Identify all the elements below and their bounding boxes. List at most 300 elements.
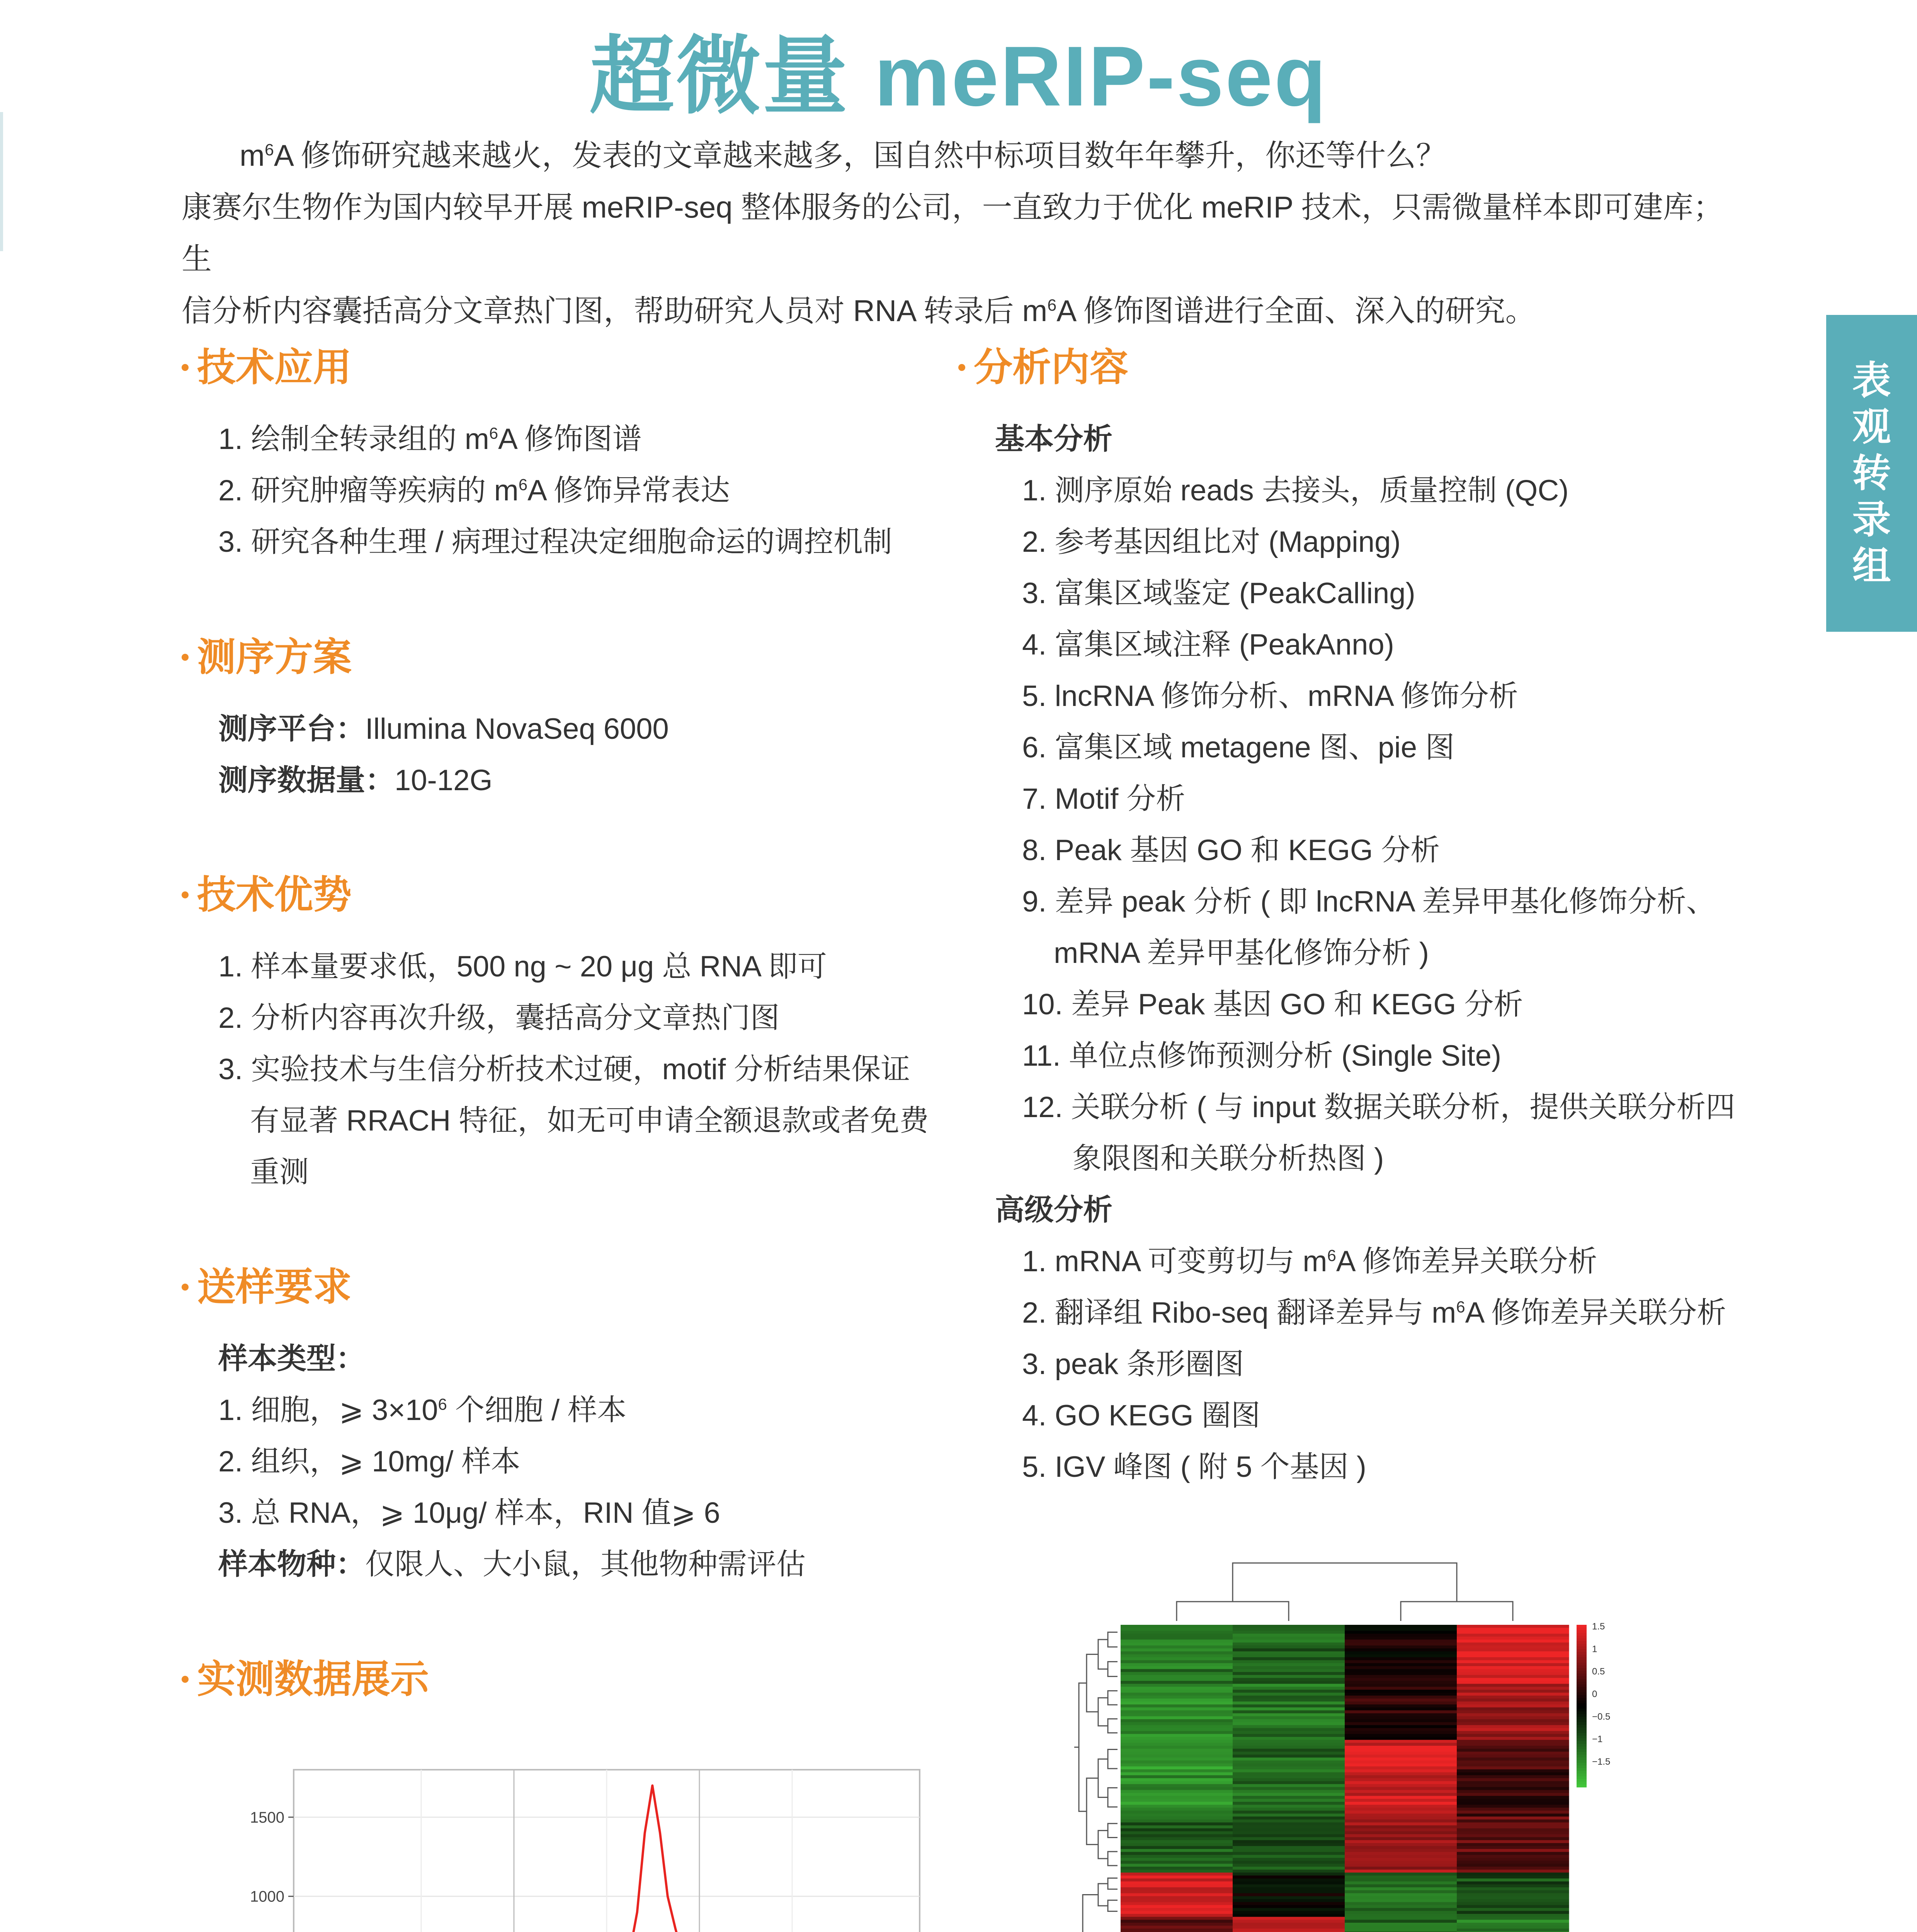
heatmap-cell <box>1457 1625 1569 1628</box>
heatmap-cell <box>1121 1834 1233 1837</box>
heatmap-cell <box>1345 1758 1457 1761</box>
heatmap-cell <box>1233 1828 1345 1832</box>
heatmap-cell <box>1457 1731 1569 1734</box>
heatmap-cell <box>1457 1678 1569 1681</box>
heatmap-cell <box>1121 1870 1233 1873</box>
heatmap-cell <box>1457 1719 1569 1722</box>
heatmap-cell <box>1121 1872 1233 1876</box>
heatmap-cell <box>1457 1701 1569 1704</box>
heatmap-cell <box>1121 1828 1233 1832</box>
heatmap-cell <box>1233 1852 1345 1855</box>
heatmap-cell <box>1121 1760 1233 1764</box>
heatmap-cell <box>1121 1628 1233 1631</box>
heatmap-cell <box>1121 1731 1233 1734</box>
heatmap-cell <box>1233 1672 1345 1675</box>
heatmap-cell <box>1345 1902 1457 1905</box>
heatmap-cell <box>1345 1645 1457 1648</box>
heatmap-cell <box>1121 1740 1233 1743</box>
heatmap-cell <box>1121 1808 1233 1811</box>
heatmap-colorbar-swatch <box>1577 1655 1587 1658</box>
heatmap-colorbar-tick-label: 1.5 <box>1592 1621 1605 1632</box>
list-item: 4. GO KEGG 圈图 <box>1022 1399 1260 1432</box>
heatmap-cell <box>1345 1784 1457 1787</box>
heatmap-cell <box>1457 1917 1569 1920</box>
heatmap-colorbar-swatch <box>1577 1741 1587 1744</box>
heatmap-cell <box>1233 1769 1345 1772</box>
heatmap-cell <box>1345 1675 1457 1678</box>
heatmap-cell <box>1345 1734 1457 1737</box>
heatmap-cell <box>1121 1820 1233 1823</box>
heatmap-dendrogram-branch <box>1108 1662 1118 1676</box>
heatmap-dendrogram-branch <box>1108 1691 1118 1705</box>
heatmap-colorbar-swatch <box>1577 1698 1587 1701</box>
heatmap-colorbar-swatch <box>1577 1633 1587 1636</box>
heatmap-cell <box>1457 1893 1569 1896</box>
analysis-list <box>995 413 1735 1493</box>
heatmap-cell <box>1121 1790 1233 1793</box>
heatmap-cell <box>1457 1816 1569 1820</box>
heatmap-cell <box>1345 1914 1457 1917</box>
heatmap-cell <box>1345 1651 1457 1655</box>
heatmap-cell <box>1233 1902 1345 1905</box>
heatmap-cell <box>1121 1634 1233 1637</box>
heatmap-cell <box>1233 1861 1345 1864</box>
heatmap-colorbar-swatch <box>1577 1682 1587 1685</box>
heatmap-colorbar-swatch <box>1577 1657 1587 1660</box>
heatmap-cell <box>1121 1784 1233 1787</box>
heatmap-cell <box>1457 1778 1569 1781</box>
heatmap-cell <box>1345 1663 1457 1666</box>
heatmap-cell <box>1233 1681 1345 1684</box>
heatmap-cell <box>1345 1699 1457 1702</box>
heatmap-cell <box>1121 1802 1233 1805</box>
heatmap-cell <box>1233 1926 1345 1929</box>
heatmap-cell <box>1121 1849 1233 1852</box>
heatmap-cell <box>1121 1926 1233 1929</box>
heatmap-cell <box>1121 1725 1233 1728</box>
heatmap-cell <box>1457 1651 1569 1655</box>
heatmap-cell <box>1457 1908 1569 1911</box>
heatmap-cell <box>1345 1846 1457 1849</box>
heatmap-cell <box>1457 1690 1569 1693</box>
heatmap-cell <box>1345 1696 1457 1699</box>
heatmap-dendrogram-branch <box>1108 1632 1118 1647</box>
heatmap-cell <box>1457 1648 1569 1651</box>
heatmap-cell <box>1233 1822 1345 1825</box>
heatmap-cell <box>1121 1651 1233 1655</box>
list-item: 6. 富集区域 metagene 图、pie 图 <box>1022 731 1455 764</box>
heatmap-cell <box>1233 1663 1345 1666</box>
heatmap-cell <box>1457 1870 1569 1873</box>
heatmap-cell <box>1457 1905 1569 1908</box>
heatmap-cell <box>1121 1920 1233 1923</box>
heatmap-cell <box>1457 1772 1569 1776</box>
heatmap-colorbar-swatch <box>1577 1747 1587 1750</box>
heatmap-cell <box>1457 1843 1569 1846</box>
heatmap-cell <box>1457 1713 1569 1716</box>
heatmap-cell <box>1345 1781 1457 1784</box>
heatmap-cell <box>1233 1708 1345 1711</box>
heatmap-cell <box>1233 1884 1345 1888</box>
heatmap-cell <box>1233 1728 1345 1731</box>
heatmap-row-dendrogram <box>1074 1632 1118 1932</box>
heatmap-cell <box>1345 1749 1457 1752</box>
heatmap-cell <box>1233 1790 1345 1793</box>
heatmap-cell <box>1233 1787 1345 1790</box>
heatmap-colorbar-tick-label: −0.5 <box>1592 1711 1611 1722</box>
seq-plan-list <box>218 703 669 806</box>
heatmap-cell <box>1345 1816 1457 1820</box>
heatmap-cell <box>1121 1675 1233 1678</box>
heatmap-cell <box>1345 1684 1457 1687</box>
heatmap-dendrogram-branch <box>1098 1698 1108 1726</box>
heatmap-cell <box>1345 1746 1457 1749</box>
heatmap-colorbar-swatch <box>1577 1695 1587 1698</box>
tech-app-list <box>218 413 892 568</box>
heatmap-colorbar-swatch <box>1577 1768 1587 1771</box>
heatmap-cell <box>1457 1645 1569 1648</box>
heatmap-cell <box>1457 1755 1569 1758</box>
heatmap-cell <box>1345 1643 1457 1646</box>
heatmap-cell <box>1233 1920 1345 1923</box>
metagene-y-ticks <box>250 1809 294 1932</box>
basic-analysis-label: 基本分析 <box>995 423 1112 456</box>
heatmap-cell <box>1345 1799 1457 1802</box>
heatmap-cell <box>1457 1814 1569 1817</box>
heatmap-cell <box>1457 1666 1569 1669</box>
heatmap-cell <box>1233 1778 1345 1781</box>
heatmap-cell <box>1457 1696 1569 1699</box>
heatmap-cell <box>1457 1681 1569 1684</box>
heatmap-cell <box>1121 1737 1233 1740</box>
heatmap-cell <box>1121 1746 1233 1749</box>
heatmap-cell <box>1457 1790 1569 1793</box>
heatmap-cell <box>1457 1758 1569 1761</box>
heatmap-cell <box>1121 1914 1233 1917</box>
heatmap-cell <box>1121 1708 1233 1711</box>
heatmap-cell <box>1345 1805 1457 1808</box>
heatmap-cell <box>1233 1840 1345 1843</box>
heatmap-cell <box>1121 1884 1233 1888</box>
heatmap-cell <box>1121 1645 1233 1648</box>
heatmap-cell <box>1233 1669 1345 1672</box>
heatmap-cell <box>1345 1657 1457 1660</box>
heatmap-cell <box>1233 1914 1345 1917</box>
heatmap-cell <box>1345 1778 1457 1781</box>
heatmap-cell <box>1457 1728 1569 1731</box>
heatmap-cell <box>1233 1784 1345 1787</box>
heatmap-colorbar-tick-label: 0 <box>1592 1689 1597 1699</box>
heatmap-cell <box>1121 1905 1233 1908</box>
bullet-dot-icon <box>958 364 965 371</box>
heatmap-cell <box>1121 1878 1233 1881</box>
side-tab-char: 组 <box>1852 544 1891 588</box>
heatmap-cell <box>1457 1861 1569 1864</box>
heatmap-cell <box>1345 1681 1457 1684</box>
heatmap-cell <box>1121 1867 1233 1870</box>
heatmap-cell <box>1121 1902 1233 1905</box>
heatmap-cell <box>1457 1831 1569 1834</box>
heatmap-cell <box>1345 1867 1457 1870</box>
section-title-seq-plan: 测序方案 <box>182 626 352 682</box>
list-item: 2. 翻译组 Ribo-seq 翻译差异与 $m^6A$ 修饰差异关联分析 <box>1022 1296 1726 1329</box>
heatmap-cell <box>1121 1696 1233 1699</box>
heatmap-cell <box>1457 1716 1569 1719</box>
heatmap-colorbar-swatch <box>1577 1755 1587 1758</box>
heatmap-cell <box>1121 1722 1233 1725</box>
heatmap-cell <box>1233 1872 1345 1876</box>
heatmap-cell <box>1121 1781 1233 1784</box>
heatmap-cell <box>1345 1743 1457 1746</box>
heatmap-colorbar-swatch <box>1577 1625 1587 1628</box>
heatmap-cell <box>1457 1710 1569 1713</box>
heatmap-cell <box>1121 1666 1233 1669</box>
heatmap-cell <box>1457 1896 1569 1899</box>
heatmap-cell <box>1457 1849 1569 1852</box>
list-item: 7. Motif 分析 <box>1022 782 1186 815</box>
heatmap-dendrogram-branch <box>1083 1895 1098 1932</box>
heatmap-colorbar-swatch <box>1577 1752 1587 1755</box>
heatmap-colorbar-tick-label: −1 <box>1592 1734 1603 1745</box>
heatmap-cell <box>1345 1926 1457 1929</box>
heatmap-cell <box>1345 1905 1457 1908</box>
heatmap-dendrogram-branch <box>1087 1778 1098 1845</box>
heatmap-cell <box>1233 1639 1345 1643</box>
heatmap-cell <box>1233 1816 1345 1820</box>
heatmap-cell <box>1345 1755 1457 1758</box>
heatmap-cell <box>1233 1725 1345 1728</box>
bullet-dot-icon <box>182 654 189 661</box>
heatmap-dendrogram-branch <box>1108 1823 1118 1837</box>
heatmap-cell <box>1457 1846 1569 1849</box>
heatmap-column-dendrogram <box>1177 1563 1513 1621</box>
heatmap-cell <box>1457 1811 1569 1814</box>
heatmap-cell <box>1457 1805 1569 1808</box>
heatmap-cell <box>1233 1867 1345 1870</box>
heatmap-cell <box>1457 1902 1569 1905</box>
heatmap-cell <box>1121 1876 1233 1879</box>
metagene-y-tick-label: 1000 <box>250 1888 284 1905</box>
heatmap-cell <box>1233 1631 1345 1634</box>
list-item: 3. peak 条形圈图 <box>1022 1348 1244 1381</box>
heatmap-cell <box>1121 1681 1233 1684</box>
heatmap-cell <box>1233 1755 1345 1758</box>
heatmap-cell <box>1233 1628 1345 1631</box>
heatmap-cell <box>1345 1722 1457 1725</box>
heatmap-cell <box>1345 1890 1457 1893</box>
heatmap-colorbar-swatch <box>1577 1776 1587 1779</box>
heatmap-cell <box>1233 1796 1345 1799</box>
heatmap-cell <box>1345 1654 1457 1657</box>
heatmap-dendrogram-branch <box>1098 1830 1108 1859</box>
heatmap-cell <box>1121 1758 1233 1761</box>
heatmap-cell <box>1233 1678 1345 1681</box>
heatmap-cell <box>1121 1672 1233 1675</box>
heatmap-cell <box>1457 1923 1569 1926</box>
list-item: 8. Peak 基因 GO 和 KEGG 分析 <box>1022 834 1440 867</box>
heatmap-colorbar-tick-label: 0.5 <box>1592 1666 1605 1677</box>
heatmap-cell <box>1345 1687 1457 1690</box>
heatmap-cell <box>1233 1814 1345 1817</box>
side-tab-char: 表 <box>1852 359 1891 402</box>
bullet-dot-icon <box>182 891 189 898</box>
heatmap-dendrogram-branch <box>1233 1563 1457 1602</box>
heatmap-cell <box>1233 1643 1345 1646</box>
heatmap-cell <box>1121 1687 1233 1690</box>
section-title-sample-req: 送样要求 <box>182 1256 352 1311</box>
heatmap-cell <box>1345 1752 1457 1755</box>
heatmap-cell <box>1233 1625 1345 1628</box>
heatmap-cell <box>1345 1793 1457 1796</box>
heatmap-cell <box>1233 1693 1345 1696</box>
heatmap-cell <box>1121 1861 1233 1864</box>
heatmap-cell <box>1233 1878 1345 1881</box>
heatmap-colorbar-swatch <box>1577 1706 1587 1709</box>
heatmap-colorbar-swatch <box>1577 1757 1587 1760</box>
heatmap-cell <box>1121 1846 1233 1849</box>
heatmap-cell <box>1345 1852 1457 1855</box>
heatmap-colorbar-swatch <box>1577 1749 1587 1752</box>
heatmap-cell <box>1457 1872 1569 1876</box>
heatmap-cell <box>1121 1699 1233 1702</box>
heatmap-cell <box>1457 1828 1569 1832</box>
heatmap-cell <box>1121 1710 1233 1713</box>
list-item-continued: 有显著 RRACH 特征，如无可申请全额退款或者免费 <box>250 1104 929 1137</box>
heatmap-cell <box>1233 1666 1345 1669</box>
bullet-dot-icon <box>182 1284 189 1291</box>
heatmap-colorbar-swatch <box>1577 1760 1587 1763</box>
heatmap-cell <box>1345 1731 1457 1734</box>
heatmap-cell <box>1457 1899 1569 1902</box>
heatmap-cell <box>1345 1876 1457 1879</box>
heatmap-dendrogram-branch <box>1401 1602 1513 1621</box>
heatmap-cell <box>1233 1820 1345 1823</box>
heatmap-cell <box>1457 1734 1569 1737</box>
side-tab-epigenome[interactable] <box>1826 315 1917 632</box>
heatmap-cell <box>1233 1657 1345 1660</box>
heatmap-cell <box>1121 1678 1233 1681</box>
heatmap-cell <box>1121 1764 1233 1767</box>
heatmap-colorbar-tick-label: 1 <box>1592 1644 1597 1655</box>
heatmap-colorbar-swatch <box>1577 1665 1587 1668</box>
heatmap-cell <box>1233 1805 1345 1808</box>
heatmap-cell <box>1345 1764 1457 1767</box>
heatmap-cell <box>1345 1639 1457 1643</box>
heatmap-cell <box>1121 1822 1233 1825</box>
heatmap-cell <box>1121 1787 1233 1790</box>
heatmap-cell <box>1457 1637 1569 1640</box>
heatmap-cell <box>1457 1890 1569 1893</box>
heatmap-colorbar-swatch <box>1577 1638 1587 1641</box>
list-item: 5. lncRNA 修饰分析、mRNA 修饰分析 <box>1022 680 1518 713</box>
heatmap-cell <box>1345 1822 1457 1825</box>
heatmap-cell <box>1457 1654 1569 1657</box>
heatmap-cell <box>1457 1808 1569 1811</box>
heatmap-cell <box>1345 1808 1457 1811</box>
heatmap-colorbar-swatch <box>1577 1730 1587 1733</box>
heatmap-cell <box>1457 1840 1569 1843</box>
heatmap-cell <box>1345 1887 1457 1890</box>
list-item: 3. 富集区域鉴定 (PeakCalling) <box>1022 577 1415 610</box>
heatmap-cell <box>1233 1716 1345 1719</box>
heatmap-cell <box>1233 1908 1345 1911</box>
heatmap-cell <box>1233 1634 1345 1637</box>
heatmap-colorbar-swatch <box>1577 1684 1587 1687</box>
heatmap-cell <box>1345 1787 1457 1790</box>
heatmap-cell <box>1457 1752 1569 1755</box>
heatmap-cell <box>1121 1887 1233 1890</box>
heatmap-cell <box>1233 1651 1345 1655</box>
intro-line-3: 信分析内容囊括高分文章热门图，帮助研究人员对 RNA 转录后 $m^6A$ 修饰图谱进行全面、深入的研究。 <box>182 294 1536 328</box>
heatmap-cell <box>1121 1701 1233 1704</box>
heatmap-cell <box>1121 1713 1233 1716</box>
list-item: 5. IGV 峰图 ( 附 5 个基因 ) <box>1022 1451 1366 1483</box>
heatmap-cell <box>1121 1852 1233 1855</box>
heatmap-colorbar-swatch <box>1577 1703 1587 1706</box>
heatmap-cell <box>1345 1825 1457 1828</box>
heatmap-colorbar-swatch <box>1577 1763 1587 1766</box>
heatmap-cell <box>1345 1920 1457 1923</box>
heatmap-colorbar-swatch <box>1577 1649 1587 1652</box>
heatmap-colorbar-swatch <box>1577 1765 1587 1769</box>
seq-platform: 测序平台：Illumina NovaSeq 6000 <box>218 713 669 745</box>
heatmap-cell <box>1457 1929 1569 1932</box>
heatmap-cell <box>1345 1881 1457 1884</box>
heatmap-cell <box>1121 1749 1233 1752</box>
heatmap-colorbar-swatch <box>1577 1771 1587 1774</box>
heatmap-cell <box>1121 1825 1233 1828</box>
heatmap-colorbar-swatch <box>1577 1668 1587 1671</box>
heatmap-cell <box>1121 1814 1233 1817</box>
heatmap-cell <box>1345 1708 1457 1711</box>
heatmap-dendrogram-branch <box>1108 1719 1118 1733</box>
heatmap-cell <box>1121 1837 1233 1840</box>
heatmap-cell <box>1233 1825 1345 1828</box>
heatmap-cell <box>1121 1929 1233 1932</box>
heatmap-cell <box>1457 1764 1569 1767</box>
heatmap-cell <box>1121 1637 1233 1640</box>
heatmap-cell <box>1345 1737 1457 1740</box>
heatmap-cell <box>1457 1699 1569 1702</box>
heatmap-cell <box>1345 1766 1457 1769</box>
heatmap-cell <box>1457 1743 1569 1746</box>
heatmap-cell <box>1121 1704 1233 1708</box>
heatmap-cell <box>1121 1755 1233 1758</box>
heatmap-cell <box>1233 1917 1345 1920</box>
heatmap-cell <box>1233 1734 1345 1737</box>
heatmap-colorbar-swatch <box>1577 1628 1587 1631</box>
heatmap-cell <box>1233 1849 1345 1852</box>
list-item: 11. 单位点修饰预测分析 (Single Site) <box>1022 1039 1502 1072</box>
heatmap-cell <box>1457 1855 1569 1858</box>
heatmap-cell <box>1121 1923 1233 1926</box>
heatmap-cell <box>1345 1625 1457 1628</box>
heatmap-cell <box>1457 1834 1569 1837</box>
heatmap-cell <box>1345 1628 1457 1631</box>
intro-line-1: $m^6A$ 修饰研究越来越火，发表的文章越来越多，国自然中标项目数年年攀升，你还等什么？ <box>240 138 1446 172</box>
heatmap-cell <box>1121 1752 1233 1755</box>
heatmap-cell <box>1457 1793 1569 1796</box>
heatmap-colorbar-swatch <box>1577 1676 1587 1679</box>
heatmap-cell <box>1457 1920 1569 1923</box>
heatmap-chart <box>1074 1557 1646 1932</box>
heatmap-cell <box>1345 1849 1457 1852</box>
heatmap-cell <box>1457 1802 1569 1805</box>
heatmap-cell <box>1457 1796 1569 1799</box>
heatmap-cell <box>1345 1678 1457 1681</box>
heatmap-cell <box>1345 1861 1457 1864</box>
heatmap-cell <box>1457 1737 1569 1740</box>
